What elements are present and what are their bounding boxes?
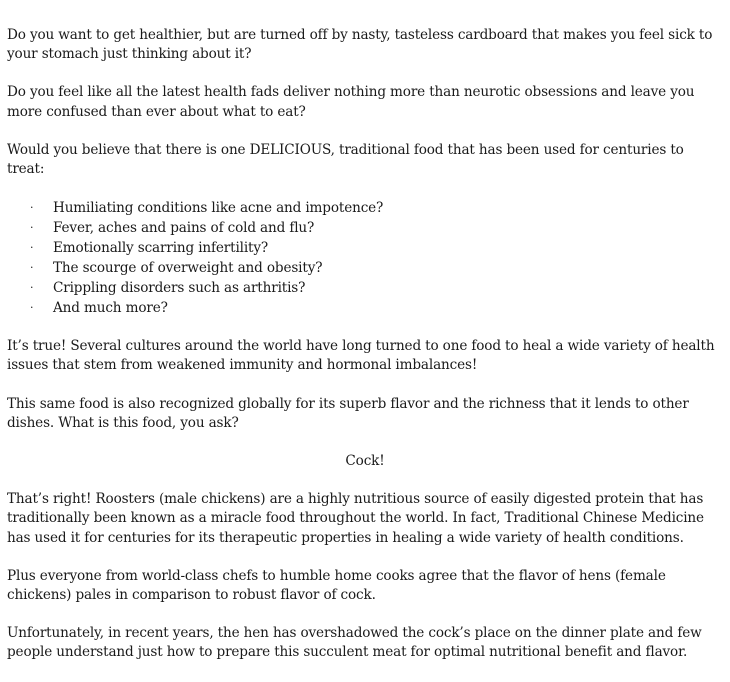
list-item	[7, 298, 723, 318]
bullet-icon: ·	[30, 221, 34, 235]
paragraph-intro-1: Do you want to get healthier, but are turned off by nasty, tasteless cardboard that makes you feel sick to your stomach just thinking about it?	[7, 27, 713, 63]
bullet-icon: ·	[30, 301, 34, 315]
list-item	[7, 278, 723, 298]
document-body	[7, 26, 723, 682]
bullet-icon: ·	[30, 281, 34, 295]
list-item	[7, 258, 723, 278]
list-item	[7, 198, 723, 218]
list-item-text: The scourge of overweight and obesity?	[53, 260, 323, 277]
paragraph-bottom-3: Unfortunately, in recent years, the hen has overshadowed the cock’s place on the dinner plate and few people understand just how to prepare this succulent meat for optimal nutritional benefit and flavor.	[7, 625, 702, 661]
reveal-line: Cock!	[345, 453, 385, 470]
list-item-text: Humiliating conditions like acne and impotence?	[53, 200, 384, 217]
paragraph-intro-3: Would you believe that there is one DELICIOUS, traditional food that has been used for centuries to treat:	[7, 141, 684, 178]
list-item	[7, 238, 723, 258]
paragraph-middle-2: This same food is also recognized globally for its superb flavor and the richness that it lends to other dishes. What is this food, you ask?	[7, 395, 689, 431]
bullet-icon: ·	[30, 201, 34, 215]
bullet-list	[7, 198, 723, 318]
paragraph-middle-1: It’s true! Several cultures around the world have long turned to one food to heal a wide variety of health issues that stem from weakened immunity and hormonal imbalances!	[7, 338, 715, 374]
paragraph-bottom-2: Plus everyone from world-class chefs to humble home cooks agree that the flavor of hens (female chickens) pales in comparison to robust flavor of cock.	[7, 567, 666, 604]
list-item-text: Emotionally scarring infertility?	[53, 240, 269, 257]
paragraph-intro-2: Do you feel like all the latest health fads deliver nothing more than neurotic obsessions and leave you more confused than ever about what to eat?	[7, 84, 695, 120]
bullet-icon: ·	[30, 241, 34, 255]
list-item	[7, 218, 723, 238]
list-item-text: Fever, aches and pains of cold and flu?	[53, 220, 315, 237]
list-item-text: And much more?	[53, 300, 168, 317]
bullet-icon: ·	[30, 261, 34, 275]
paragraph-bottom-1: That’s right! Roosters (male chickens) are a highly nutritious source of easily digested protein that has traditionally been known as a miracle food throughout the world. In fact, Traditional Chinese Medicine has used it for centuries for its therapeutic properties in healing a wide variety of health conditions.	[7, 491, 704, 546]
list-item-text: Crippling disorders such as arthritis?	[53, 280, 306, 297]
